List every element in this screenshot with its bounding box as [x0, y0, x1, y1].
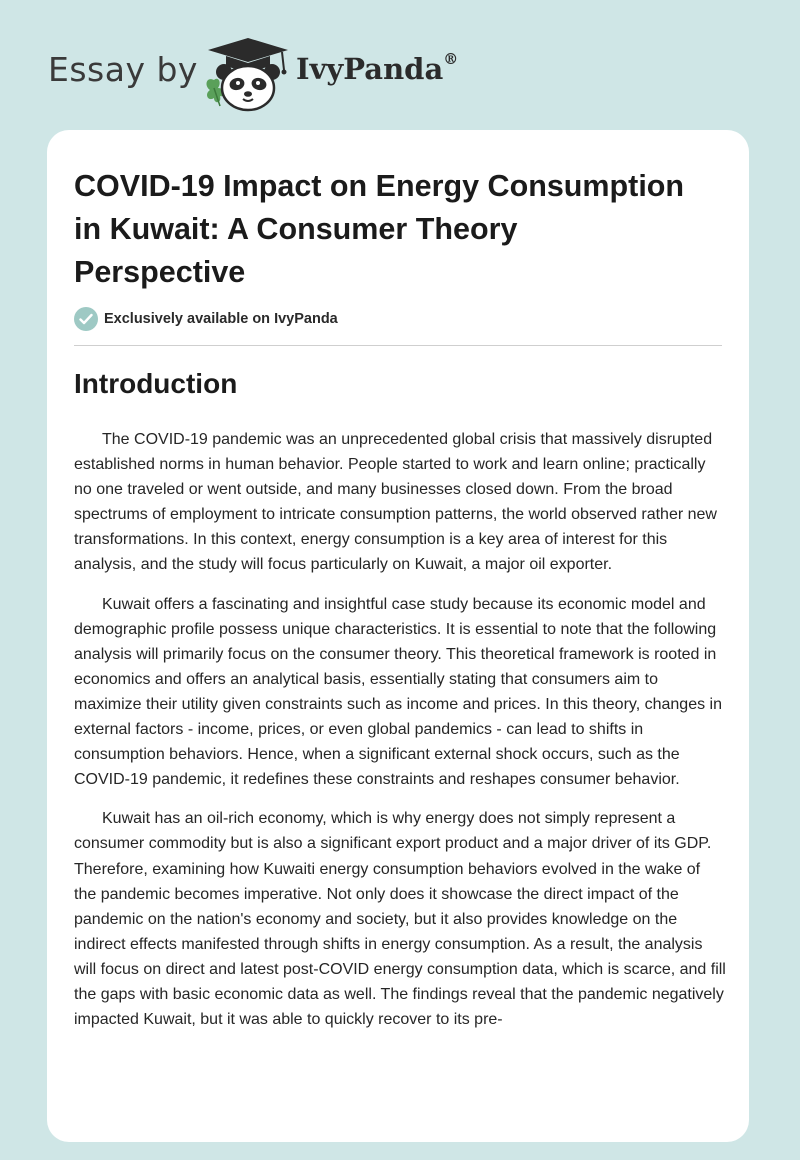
page-title: COVID-19 Impact on Energy Consumption in Kuwait: A Consumer Theory Perspective: [74, 169, 685, 289]
paragraph: The COVID-19 pandemic was an unprecedented global crisis that massively disrupted established norms in human behavior. People started to work and learn online; practically no one traveled or went outside, and many businesses closed down. From the broad spectrums of employment to intricate consumption patterns, the world observed rather new transformations. In this context, energy consumption is a key area of interest for this analysis, and the study will focus particularly on Kuwait, a major oil exporter.: [74, 431, 717, 574]
divider: [74, 345, 722, 346]
panda-graduate-icon[interactable]: [200, 36, 296, 112]
paragraph: Kuwait has an oil-rich economy, which is why energy does not simply represent a consumer commodity but is also a significant export product and a major driver of its GDP. Therefore, examining how Kuwaiti energy consumption behaviors evolved in the wake of the pandemic becomes imperative. Not only does it showcase the direct impact of the pandemic on the nation's economy and society, but it also provides knowledge on the indirect effects manifested through shifts in energy consumption. As a result, the analysis will focus on direct and latest post-COVID energy consumption data, which is scarce, and fill the gaps with basic economic data as well. The findings reveal that the pandemic negatively impacted Kuwait, but it was able to quickly recover to its pre-: [74, 810, 726, 1029]
registered-mark: ®: [443, 50, 459, 69]
brand-name[interactable]: IvyPanda®: [296, 50, 459, 86]
essay-card: [47, 130, 749, 1142]
essay-body: [74, 427, 726, 1046]
paragraph: Kuwait offers a fascinating and insightful case study because its economic model and demographic profile possess unique characteristics. It is essential to note that the following analysis will primarily focus on the consumer theory. This theoretical framework is rooted in economics and offers an analytical basis, essentially stating that consumers aim to maximize their utility given constraints such as income and prices. In this theory, changes in external factors - income, prices, or even global pandemics - can lead to shifts in consumption behaviors. Hence, when a significant external shock occurs, such as the COVID-19 pandemic, it redefines these constraints and reshapes consumer behavior.: [74, 595, 722, 789]
site-header: [0, 0, 800, 130]
exclusive-badge-label: Exclusively available on IvyPanda: [104, 311, 338, 327]
check-circle-icon: [74, 307, 98, 331]
exclusive-badge: [74, 306, 338, 332]
section-heading-introduction: Introduction: [74, 368, 238, 399]
essay-by-label: Essay by: [48, 50, 198, 89]
